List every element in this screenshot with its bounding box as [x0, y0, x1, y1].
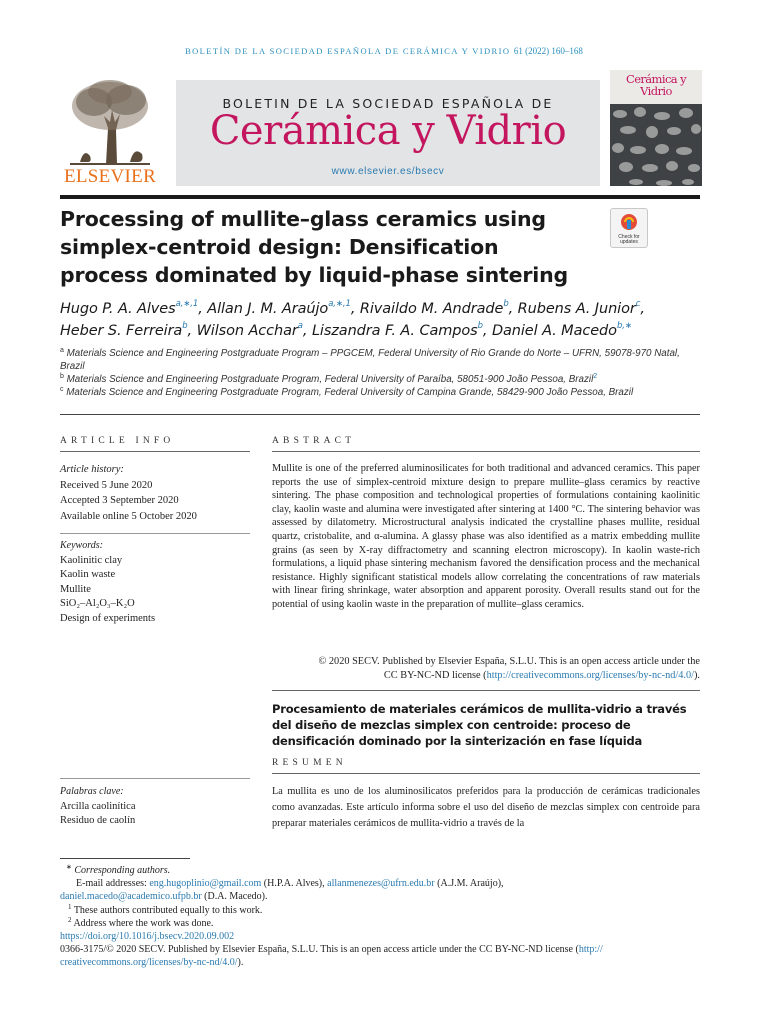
- author-name[interactable]: Hugo P. A. Alves: [60, 301, 176, 317]
- abstract-heading: ABSTRACT: [272, 436, 356, 446]
- check-updates-icon: [619, 212, 639, 234]
- email-link[interactable]: allanmenezes@ufrn.edu.br: [327, 878, 435, 890]
- author-list: Hugo P. A. Alves$^{a,∗,1}$, Allan J. M. Araújo$^{a,∗,1}$, Rivaildo M. Andrade$^b$, Rubens A. Junior$^c$, Heber S. Ferreira$^b$, Wilson Acchar$^a$, Liszandra F. A. Campos$^b$, Daniel A. Macedo$^{b,∗}$: [60, 299, 645, 339]
- journal-name: BOLETÍN DE LA SOCIEDAD ESPAÑOLA DE CERÁMICA Y VIDRIO: [185, 46, 511, 56]
- footnote: [60, 904, 700, 917]
- article-info-heading: ARTICLE INFO: [60, 436, 175, 446]
- doi-line: [60, 930, 700, 943]
- copyright-line-1: © 2020 SECV. Published by Elsevier España, S.L.U. This is an open access article under the: [318, 656, 700, 667]
- history-label: Article history:: [60, 464, 124, 475]
- received-date: Received 5 June 2020: [60, 479, 153, 491]
- issn-line: [60, 943, 700, 969]
- keyword: Kaolin waste: [60, 569, 116, 580]
- author-marks[interactable]: b: [477, 321, 483, 331]
- affiliation-mark: b: [60, 373, 64, 380]
- footnote-text: Address where the work was done.: [73, 917, 214, 929]
- keywords-label: Keywords:: [60, 540, 103, 551]
- palabra: Arcilla caolinítica: [60, 800, 136, 812]
- footnote: [60, 917, 700, 930]
- email-owner: (A.J.M. Araújo),: [437, 878, 504, 890]
- keyword: SiO₂–Al₂O₃–K₂O: [60, 598, 135, 609]
- palabras-clave: [60, 785, 250, 829]
- abstract-rule: [272, 451, 700, 452]
- banner-journal-title: Cerámica y Vidrio: [209, 108, 567, 154]
- palabras-rule: [60, 778, 250, 779]
- author-marks[interactable]: b: [182, 321, 188, 331]
- author-marks[interactable]: c: [635, 299, 641, 309]
- affiliation-mark: a: [60, 347, 64, 354]
- email-label: E-mail addresses:: [76, 878, 147, 890]
- article-title: Processing of mullite–glass ceramics using simplex-centroid design: Densification process dominated by liquid-phase sintering: [60, 207, 568, 287]
- banner-society-line: BOLETIN DE LA SOCIEDAD ESPAÑOLA DE: [222, 96, 554, 111]
- keyword: Mullite: [60, 583, 91, 595]
- abstract-text: Mullite is one of the preferred aluminosilicates for both traditional and advanced ceramics. This paper reports the use of simplex-centroid mixture design to prepare mullite–glass ceramics by reactive sintering. The phase composition and technological properties of formulations containing kaolinitic clay, kaolin waste and alumina were investigated after sintering at 1400 °C. The sintering behavior was assessed by dilatometry. Microstructural analysis indicated the crystalline phases mullite, residual quartz, cristobalite, and α-alumina. A glassy phase was also identified as a matrix embedding mullite grains (as seen by X-ray diffractometry and scanning electron microscopy). In kaolin waste-rich formulations, a liquid phase sintering mechanism favored the densification process and the mechanical resistance. Highly significant statistical models allow correlating the concentrations of raw materials with linear firing shrinkage, water absorption and apparent porosity. Overall results stand out for the potential of using kaolin waste in the preparation of mullite–glass ceramics.: [272, 463, 700, 610]
- footnotes: [60, 864, 700, 970]
- email-owner: (H.P.A. Alves),: [263, 878, 325, 890]
- affiliation: [60, 373, 680, 386]
- header-rule: [60, 195, 700, 199]
- affiliations: [60, 347, 680, 399]
- author-name[interactable]: Heber S. Ferreira: [60, 323, 183, 339]
- email-link[interactable]: daniel.macedo@academico.ufpb.br: [60, 891, 202, 903]
- elsevier-wordmark: ELSEVIER: [63, 166, 157, 187]
- journal-ref: 61 (2022) 160–168: [513, 46, 583, 56]
- keyword: Kaolinitic clay: [60, 554, 123, 566]
- license-link[interactable]: http://: [578, 944, 603, 956]
- author-name[interactable]: Wilson Acchar: [196, 323, 298, 339]
- affiliation-note-mark[interactable]: 2: [593, 373, 598, 380]
- email-line: [60, 890, 700, 903]
- tree-icon: [60, 76, 160, 168]
- journal-banner: [176, 80, 600, 186]
- palabra: Residuo de caolín: [60, 815, 136, 826]
- affiliation-text: Materials Science and Engineering Postgraduate Program, Federal University of Paraíba, 58051-900 João Pessoa, Brazil: [66, 374, 594, 385]
- corresponding-mark: ∗: [66, 863, 72, 871]
- resumen-heading: RESUMEN: [272, 758, 347, 768]
- footnote-text: These authors contributed equally to this work.: [73, 904, 263, 916]
- journal-cover-thumbnail[interactable]: [610, 70, 702, 186]
- cover-title: Cerámica y Vidrio: [626, 72, 686, 98]
- corresponding-note: [60, 864, 700, 877]
- copyright-line-3: ).: [693, 669, 700, 681]
- author-marks[interactable]: a: [297, 321, 303, 331]
- affiliation: [60, 386, 680, 399]
- author-name[interactable]: Rubens A. Junior: [517, 301, 636, 317]
- doi-link[interactable]: https://doi.org/10.1016/j.bsecv.2020.09.002: [60, 931, 235, 943]
- license-link[interactable]: creativecommons.org/licenses/by-nc-nd/4.0/: [60, 957, 238, 969]
- affiliation-text: Materials Science and Engineering Postgraduate Program, Federal University of Campina Grande, 58429-900 João Pessoa, Brazil: [66, 387, 634, 398]
- author-name[interactable]: Rivaildo M. Andrade: [359, 301, 504, 317]
- email-line: [60, 877, 700, 890]
- affiliation-text: Materials Science and Engineering Postgraduate Program – PPGCEM, Federal University of Rio Grande do Norte – UFRN, 59078-970 Natal, Brazil: [60, 348, 680, 372]
- footnote-mark: 2: [68, 915, 72, 924]
- corresponding-text: Corresponding authors.: [74, 865, 171, 876]
- footnote-mark: 1: [68, 902, 72, 911]
- issn-end: ).: [237, 957, 244, 969]
- email-link[interactable]: eng.hugoplinio@gmail.com: [149, 878, 262, 890]
- microstructure-image: [610, 104, 702, 186]
- author-name[interactable]: Liszandra F. A. Campos: [311, 323, 478, 339]
- issn-text: 0366-3175/© 2020 SECV. Published by Elsevier España, S.L.U. This is an open access article under the CC BY-NC-ND license (: [60, 944, 579, 956]
- journal-homepage-link[interactable]: www.elsevier.es/bsecv: [331, 166, 445, 177]
- author-name[interactable]: Daniel A. Macedo: [491, 323, 617, 339]
- keyword: Design of experiments: [60, 612, 156, 624]
- resumen-text: La mullita es uno de los aluminosilicatos preferidos para la producción de cerámicas tradicionales como avanzadas. Este artículo informa sobre el uso del diseño de mezclas simplex con centroide para preparar materiales cerámicos de mullita-vidrio a través de la: [272, 786, 700, 829]
- running-head: [0, 46, 768, 56]
- spanish-rule: [272, 690, 700, 691]
- footnote-rule: [60, 858, 190, 859]
- email-owner: (D.A. Macedo).: [204, 891, 268, 903]
- resumen-rule: [272, 773, 700, 774]
- keywords: [60, 539, 250, 626]
- keywords-rule: [60, 533, 250, 534]
- section-rule: [60, 414, 700, 415]
- elsevier-logo[interactable]: [60, 76, 160, 188]
- author-marks[interactable]: b,∗: [616, 321, 632, 331]
- accepted-date: Accepted 3 September 2020: [60, 495, 179, 506]
- check-updates-label: Check for updates: [618, 234, 640, 245]
- article-info-rule: [60, 451, 250, 452]
- author-marks[interactable]: b: [503, 299, 509, 309]
- copyright-line-2: CC BY-NC-ND license (: [383, 669, 487, 681]
- palabras-label: Palabras clave:: [60, 786, 124, 797]
- abstract-copyright: [272, 655, 700, 682]
- online-date: Available online 5 October 2020: [60, 510, 197, 522]
- check-for-updates-button[interactable]: [610, 208, 648, 248]
- cover-header: [610, 70, 702, 104]
- author-marks[interactable]: a,∗,1: [175, 299, 199, 309]
- affiliation-mark: c: [60, 386, 64, 393]
- author-marks[interactable]: a,∗,1: [328, 299, 351, 309]
- article-history: [60, 462, 250, 524]
- affiliation: [60, 347, 680, 373]
- spanish-title: Procesamiento de materiales cerámicos de mullita-vidrio a través del diseño de mezclas simplex con centroide: proceso de densificación dominado por la sinterización en fase líquida: [272, 702, 687, 748]
- author-name[interactable]: Allan J. M. Araújo: [207, 301, 329, 317]
- license-link[interactable]: http://creativecommons.org/licenses/by-nc-nd/4.0/: [486, 669, 694, 681]
